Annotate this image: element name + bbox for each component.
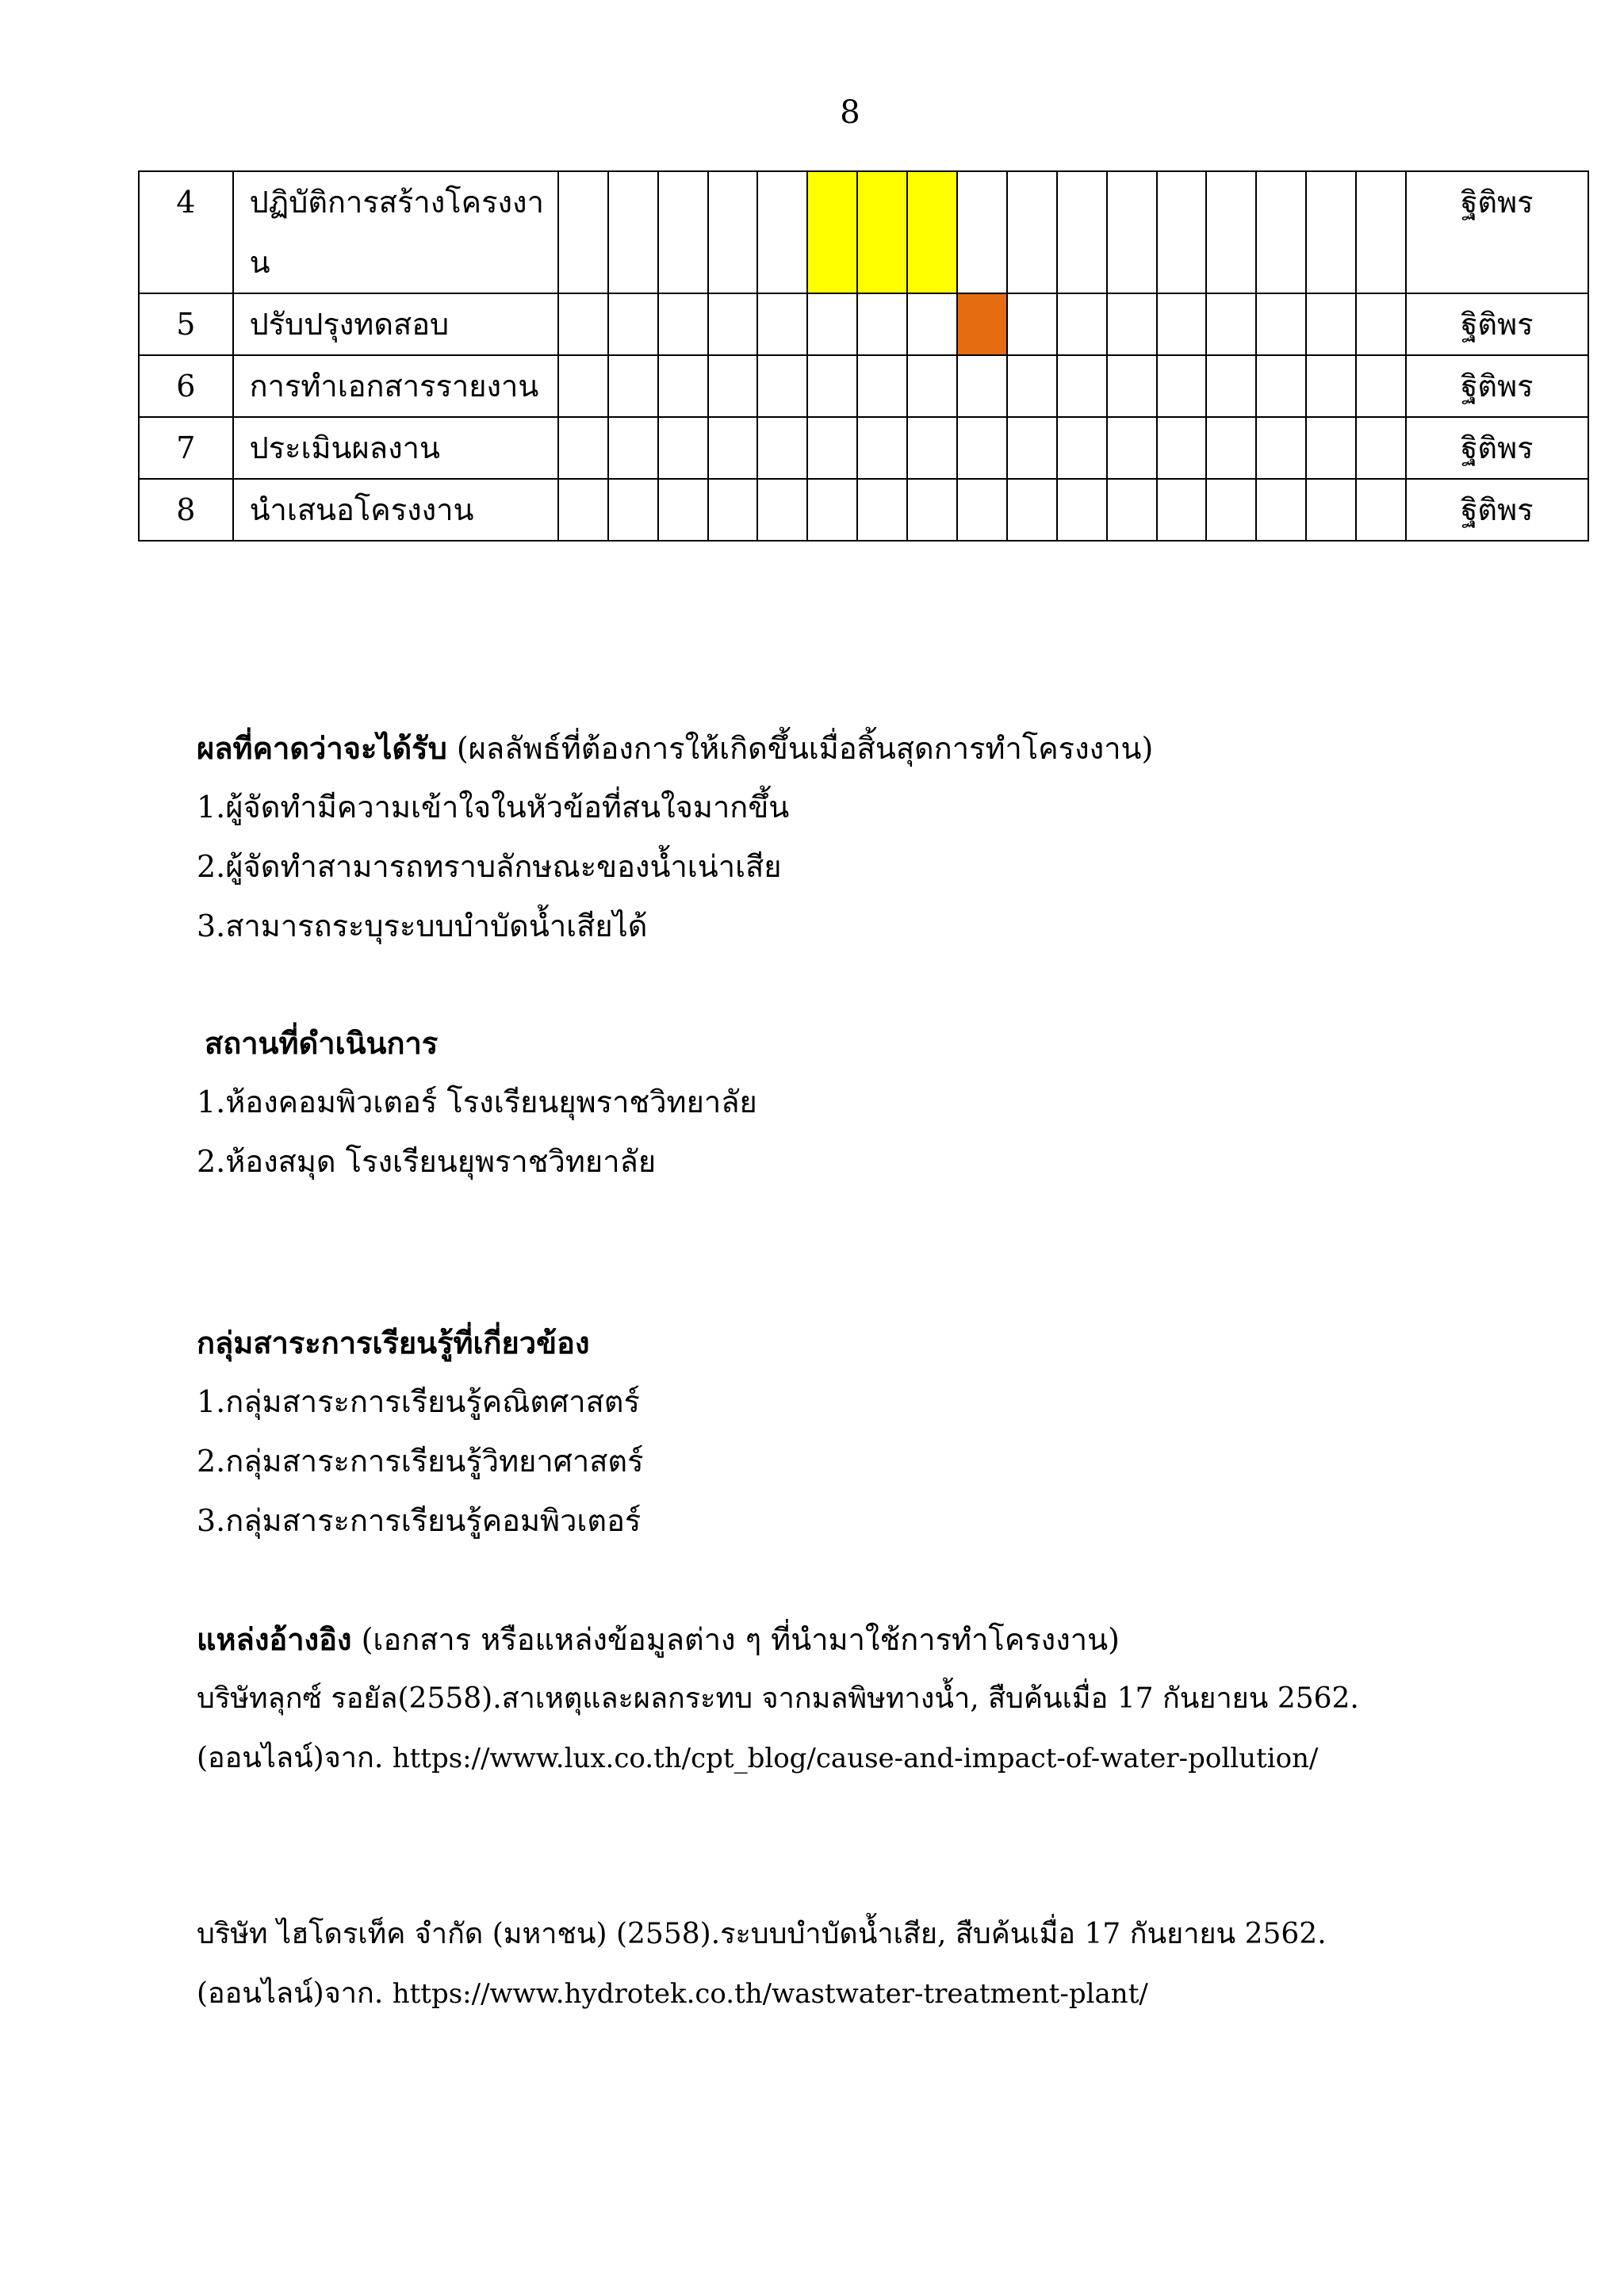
expected-results-section [197,718,1561,956]
list-item: 3.สามารถระบุระบบบำบัดน้ำเสียได้ [197,909,648,943]
list-item: 2.ผู้จัดทำสามารถทราบลักษณะของน้ำเน่าเสีย [197,849,782,884]
week-cell [957,171,1007,293]
expected-results-heading-line [197,718,1561,778]
references-section [197,1609,1561,1788]
week-cell [1057,355,1107,417]
table-row [139,417,1588,479]
task-name: ปรับปรุงทดสอบ [233,293,558,355]
reference-1-online-label: (ออนไลน์)จาก. [197,1742,384,1774]
week-cell [1256,417,1306,479]
responsible-person: ฐิติพร [1406,293,1588,355]
table-row [139,355,1588,417]
table-row [139,479,1588,541]
subjects-section [197,1313,1561,1551]
reference-1-url: https://www.lux.co.th/cpt_blog/cause-and-impact-of-water-pollution/ [392,1743,1319,1774]
task-name: การทำเอกสารรายงาน [233,355,558,417]
subjects-heading: กลุ่มสาระการเรียนรู้ที่เกี่ยวข้อง [197,1325,590,1360]
responsible-person: ฐิติพร [1406,417,1588,479]
list-item: 1.กลุ่มสาระการเรียนรู้คณิตศาสตร์ [197,1384,640,1419]
page-number: 8 [840,94,860,131]
row-number: 4 [139,171,233,293]
week-cell [907,293,957,355]
week-cell [708,293,758,355]
references-note: (เอกสาร หรือแหล่งข้อมูลต่าง ๆ ที่นำมาใช้การทำโครงงาน) [361,1622,1120,1657]
week-cell [1057,171,1107,293]
week-cell [1356,171,1406,293]
week-cell [708,355,758,417]
table-row [139,293,1588,355]
week-cell [1256,293,1306,355]
week-cell [1206,293,1256,355]
week-cell [1356,355,1406,417]
week-cell [708,417,758,479]
week-cell [757,417,807,479]
week-cell-highlighted [907,171,957,293]
week-cell [1306,171,1356,293]
week-cell [757,171,807,293]
week-cell [558,171,608,293]
references-heading-line [197,1609,1561,1669]
week-cell [658,355,708,417]
week-cell [658,479,708,541]
week-cell [757,479,807,541]
week-cell [608,417,658,479]
location-list [197,1073,1561,1192]
location-section [205,1013,1568,1073]
task-name [233,171,558,293]
week-cell [1007,479,1057,541]
week-cell [1157,355,1207,417]
week-cell [957,417,1007,479]
table-row [139,171,1588,293]
row-number: 8 [139,479,233,541]
week-cell [807,293,857,355]
task-name-line1: ปฏิบัติการสร้างโครงงา [249,185,544,220]
week-cell [1057,479,1107,541]
week-cell [608,479,658,541]
week-cell [658,293,708,355]
week-cell [1306,479,1356,541]
week-cell [907,417,957,479]
expected-results-note: (ผลลัพธ์ที่ต้องการให้เกิดขึ้นเมื่อสิ้นสุดการทำโครงงาน) [456,731,1154,766]
week-cell [1356,417,1406,479]
reference-1: บริษัทลุกซ์ รอยัล(2558).สาเหตุและผลกระทบ จากมลพิษทางน้ำ, สืบค้นเมื่อ 17 กันยายน 2562. [197,1682,1359,1715]
week-cell [1157,171,1207,293]
week-cell [1007,293,1057,355]
week-cell [708,171,758,293]
row-number: 7 [139,417,233,479]
week-cell [1206,355,1256,417]
week-cell [857,417,907,479]
week-cell [1057,293,1107,355]
week-cell [1007,171,1057,293]
week-cell [608,171,658,293]
list-item: 1.ผู้จัดทำมีความเข้าใจในหัวข้อที่สนใจมากขึ้น [197,790,790,825]
list-item: 2.ห้องสมุด โรงเรียนยุพราชวิทยาลัย [197,1144,657,1179]
references-section-2 [197,1904,1561,2023]
references-heading: แหล่งอ้างอิง [197,1621,352,1657]
week-cell [1107,355,1157,417]
reference-2: บริษัท ไฮโดรเท็ค จำกัด (มหาชน) (2558).ระบบบำบัดน้ำเสีย, สืบค้นเมื่อ 17 กันยายน 2562. [197,1918,1327,1950]
schedule-table [138,170,1589,541]
week-cell [1256,479,1306,541]
responsible-person: ฐิติพร [1406,171,1588,293]
row-number: 5 [139,293,233,355]
list-item: 2.กลุ่มสาระการเรียนรู้วิทยาศาสตร์ [197,1444,644,1479]
week-cell [1157,479,1207,541]
week-cell-highlighted [857,171,907,293]
expected-results-heading: ผลที่คาดว่าจะได้รับ [197,730,447,766]
week-cell [1157,417,1207,479]
week-cell [558,417,608,479]
week-cell [857,479,907,541]
responsible-person: ฐิติพร [1406,355,1588,417]
week-cell [807,479,857,541]
week-cell [658,417,708,479]
week-cell [1057,417,1107,479]
week-cell [1306,417,1356,479]
week-cell [1107,171,1157,293]
week-cell [857,355,907,417]
week-cell [1107,417,1157,479]
reference-1-online [197,1728,1561,1788]
task-name: ประเมินผลงาน [233,417,558,479]
week-cell [1206,171,1256,293]
week-cell [558,479,608,541]
week-cell [558,293,608,355]
week-cell [1007,417,1057,479]
week-cell [807,355,857,417]
week-cell [807,417,857,479]
week-cell [1107,479,1157,541]
week-cell-highlighted [807,171,857,293]
week-cell [1107,293,1157,355]
list-item: 3.กลุ่มสาระการเรียนรู้คอมพิวเตอร์ [197,1503,642,1538]
week-cell [608,355,658,417]
task-name: นำเสนอโครงงาน [233,479,558,541]
row-number: 6 [139,355,233,417]
week-cell [1256,171,1306,293]
week-cell [708,479,758,541]
week-cell-highlighted [957,293,1007,355]
week-cell [1206,417,1256,479]
week-cell [1306,355,1356,417]
reference-2-online [197,1964,1561,2023]
week-cell [558,355,608,417]
week-cell [658,171,708,293]
reference-2-online-label: (ออนไลน์)จาก. [197,1977,384,2010]
week-cell [1356,293,1406,355]
responsible-person: ฐิติพร [1406,479,1588,541]
week-cell [1256,355,1306,417]
list-item: 1.ห้องคอมพิวเตอร์ โรงเรียนยุพราชวิทยาลัย [197,1085,757,1119]
week-cell [857,293,907,355]
week-cell [1306,293,1356,355]
week-cell [1157,293,1207,355]
task-name-line2: น [249,245,270,280]
week-cell [957,355,1007,417]
reference-2-url: https://www.hydrotek.co.th/wastwater-treatment-plant/ [392,1978,1148,2010]
week-cell [907,355,957,417]
location-heading: สถานที่ดำเนินการ [205,1025,439,1061]
week-cell [1206,479,1256,541]
week-cell [757,293,807,355]
week-cell [957,479,1007,541]
week-cell [1007,355,1057,417]
week-cell [757,355,807,417]
week-cell [608,293,658,355]
week-cell [907,479,957,541]
week-cell [1356,479,1406,541]
